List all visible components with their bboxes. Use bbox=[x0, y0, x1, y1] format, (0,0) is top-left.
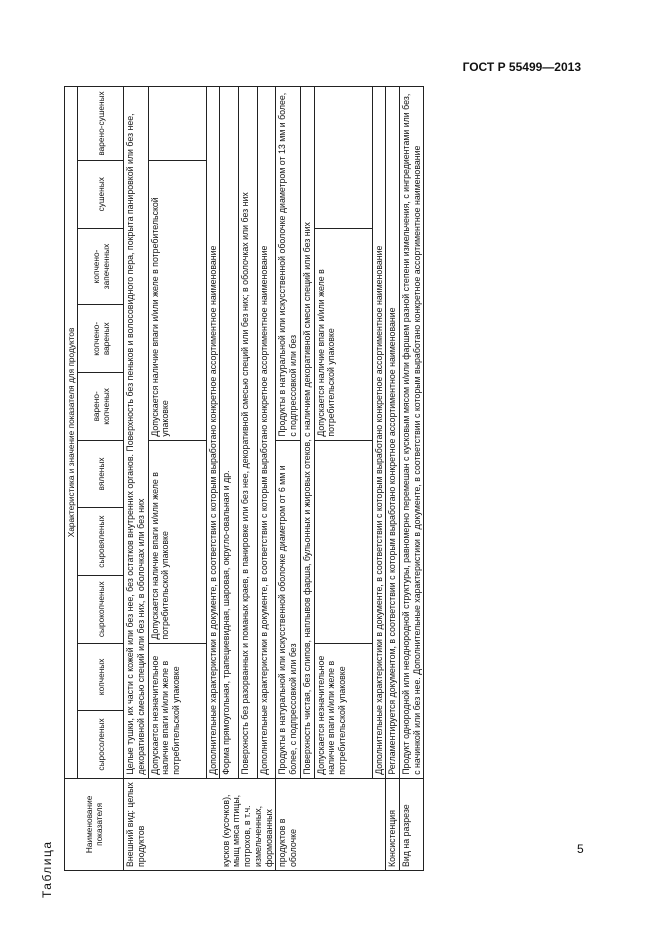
col-header: сыросоленых bbox=[78, 711, 124, 779]
col-header: сырокопченых bbox=[78, 575, 124, 643]
table-row bbox=[238, 87, 257, 871]
row-text: Продукт однородной или неоднородной структуры, равномерно перемешан с кусковым мясом и/или фаршем разной степени измельчения, с ингредиентами или без, с начинкой или без нее. Дополнительные характеристики в документе, в соответствии с которым выработано конкретное ассортиментное наименование bbox=[399, 87, 423, 779]
row-text: Допускается незначительное наличие впаги и/или желе в потребительской упаковке bbox=[314, 643, 372, 778]
page-number: 5 bbox=[577, 842, 584, 856]
table-header-row-2 bbox=[78, 87, 124, 871]
table-caption: Таблица bbox=[40, 840, 54, 898]
empty-cell bbox=[314, 87, 372, 229]
col-header: копченых bbox=[78, 643, 124, 711]
col-header: копчено-запеченных bbox=[78, 228, 124, 305]
row-text: Допускается наличие впаги и/или желе в потребительской упаковке bbox=[314, 228, 372, 440]
table-row bbox=[386, 87, 400, 871]
table-header-row-1 bbox=[65, 87, 78, 871]
characteristics-table bbox=[64, 86, 424, 871]
empty-cell bbox=[148, 87, 206, 161]
row-label-casing: продуктов в оболочке bbox=[276, 778, 386, 870]
row-text: Допускается наличие впаги и/или желе в потребительской упаковке bbox=[148, 160, 206, 440]
row-text: Продукты в натуральной или искусственной оболочке диаметром от 13 мм и более, с подпрессовкой или без bbox=[276, 87, 300, 441]
standard-number: ГОСТ Р 55499—2013 bbox=[462, 60, 581, 74]
col-header: сушеных bbox=[78, 160, 124, 228]
table-row bbox=[372, 87, 386, 871]
row-text: Форма прямоугольная, трапециевидная, шаровая, округло-овальная и др. bbox=[220, 87, 239, 779]
table-row bbox=[300, 87, 314, 871]
table-row bbox=[276, 87, 300, 871]
row-text: Продукты в натуральной или искусственной оболочке диаметром от 6 мм и более, с подпрессовкой или без bbox=[276, 440, 300, 778]
row-text: Допускается наличие впаги и/или желе в потребительской упаковке bbox=[148, 440, 206, 643]
row-text: Поверхность без разорванных и поманых краев, в панировке или без нее, декоративной смесью специй или без них; в оболочках или без них bbox=[238, 87, 257, 779]
table-row bbox=[148, 87, 206, 871]
rotated-table-container bbox=[64, 86, 470, 871]
row-text: Дополнительные характеристики в документе, в соответствии с которым выработано конкретное ассортиментное наименование bbox=[206, 87, 220, 779]
row-text: Целые тушки, их части с кожей или без нее, без остатков внутренних органов. Поверхность без пеньков и волосовидного пера, покрыта панировкой или без нее, декоративной смесью специй или без них, в оболочках или без них bbox=[124, 87, 148, 779]
empty-cell bbox=[314, 440, 372, 643]
row-text: Поверхность чистая, без слипов, наплывов фарша, бульонных и жировых отеков, с наличием декоративной смеси специй или без них bbox=[300, 87, 314, 779]
row-label-consistency: Консистенция bbox=[386, 778, 400, 870]
row-text: Дополнительные характеристики в документе, в соответствии с которым выработано конкретное ассортиментное наименование bbox=[372, 87, 386, 779]
table-row bbox=[257, 87, 276, 871]
table-row bbox=[220, 87, 239, 871]
table-row bbox=[124, 87, 148, 871]
table-row bbox=[206, 87, 220, 871]
col-header: копчено-вареных bbox=[78, 305, 124, 373]
row-text: Дополнительные характеристики в документе, в соответствии с которым выработано конкретное ассортиментное наименование bbox=[257, 87, 276, 779]
table-row bbox=[399, 87, 423, 871]
row-text: Допускается незначительное наличие впаги и/или желе в потребительской упаковке bbox=[148, 643, 206, 778]
header-param: Наименование показателя bbox=[65, 778, 124, 870]
row-text: Регламентируется документом, в соответствии с которым выработано конкретное ассортиментное наименование bbox=[386, 87, 400, 779]
col-header: варено-копченых bbox=[78, 373, 124, 441]
header-group: Характеристика и значение показателя для продуктов bbox=[65, 87, 78, 779]
row-label-pieces: кусков (кусочков), мыщ мяса птицы, потрохов, в т.ч. измельченных, формованных bbox=[220, 778, 276, 870]
table-row bbox=[314, 87, 372, 871]
col-header: вяленых bbox=[78, 440, 124, 508]
col-header: сыровяленых bbox=[78, 508, 124, 576]
col-header: варено-сушеных bbox=[78, 87, 124, 161]
row-label-cut: Вид на разрезе bbox=[399, 778, 423, 870]
row-label-whole: Внешний вид: целых продуктов bbox=[124, 778, 220, 870]
